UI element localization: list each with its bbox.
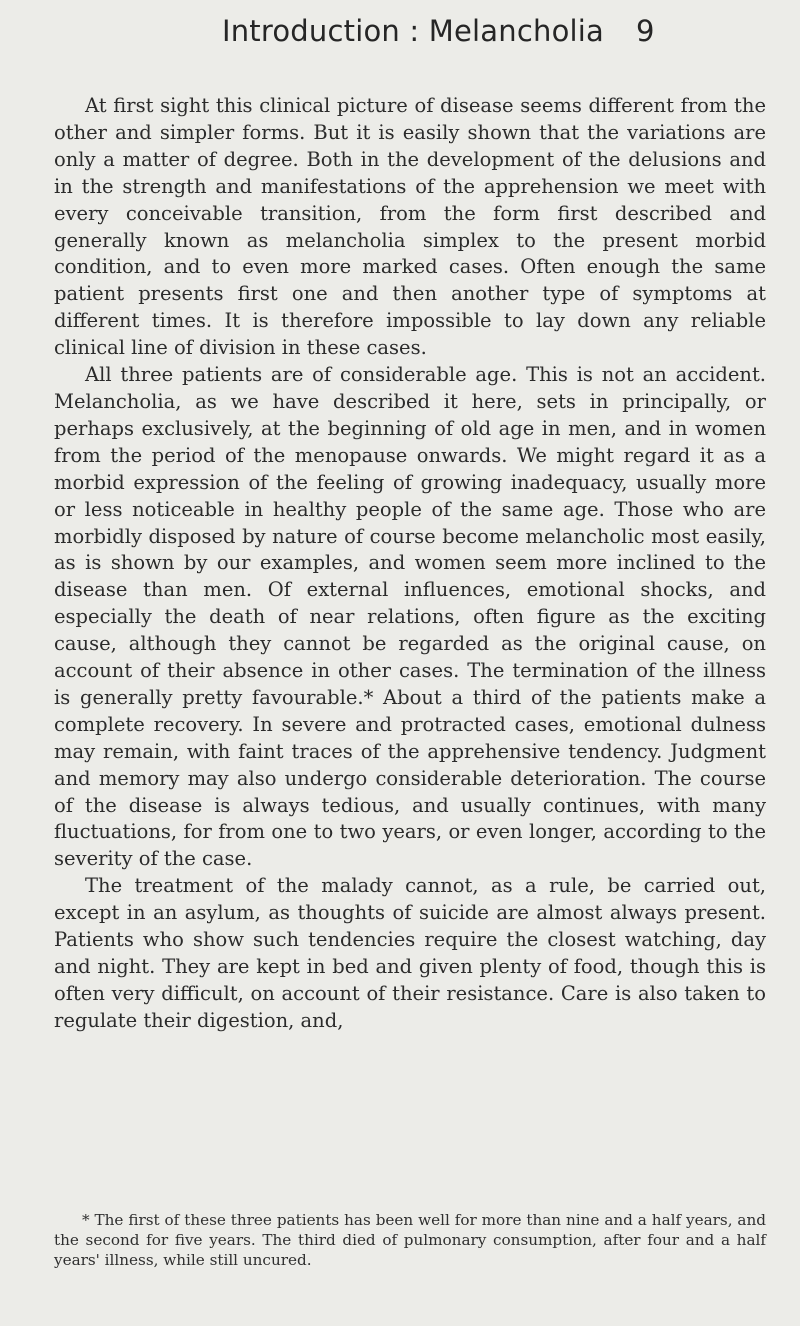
paragraph-2: All three patients are of considerable age. This is not an accident. Melancholia, as we have described it here, sets in principally, or perhaps exclusively, at the beginning of old age in men, and in women from the period of the menopause onwards. We might regard it as a morbid expression of the feeling of growing inadequacy, usually more or less noticeable in healthy people of the same age. Those who are morbidly disposed by nature of course become melancholic most easily, as is shown by our examples, and women seem more inclined to the disease than men. Of external influences, emotional shocks, and especially the death of near relations, often figure as the exciting cause, although they cannot be regarded as the original cause, on account of their absence in other cases. The termination of the illness is generally pretty favourable.* About a third of the patients make a complete recovery. In severe and protracted cases, emotional dulness may remain, with faint traces of the apprehensive tendency. Judgment and memory may also undergo considerable deterioration. The course of the disease is always tedious, and usually continues, with many fluctuations, for from one to two years, or even longer, according to the severity of the case. — [54, 363, 766, 871]
paragraph-3: The treatment of the malady cannot, as a rule, be carried out, except in an asylum, as thoughts of suicide are almost always present. Patients who show such tendencies require the closest watching, day and night. They are kept in bed and given plenty of food, though this is often very difficult, on account of their resistance. Care is also taken to regulate their digestion, and, — [54, 874, 766, 1032]
paragraph-1: At first sight this clinical picture of disease seems different from the other and simpler forms. But it is easily shown that the variations are only a matter of degree. Both in the development of the delusions and in the strength and manifestations of the apprehension we meet with every conceivable transition, from the form first described and generally known as melancholia simplex to the present morbid condition, and to even more marked cases. Often enough the same patient presents first one and then another type of symptoms at different times. It is therefore impossible to lay down any reliable clinical line of division in these cases. — [54, 94, 766, 360]
body-text — [54, 93, 766, 1035]
footnote — [54, 1210, 766, 1270]
running-head: Introduction : Melancholia — [221, 14, 605, 48]
footnote-text: * The first of these three patients has been well for more than nine and a half years, and the second for five years. The third died of pulmonary consumption, after four and a half years' illness, while still uncured. — [54, 1211, 766, 1269]
page-number: 9 — [636, 14, 655, 48]
